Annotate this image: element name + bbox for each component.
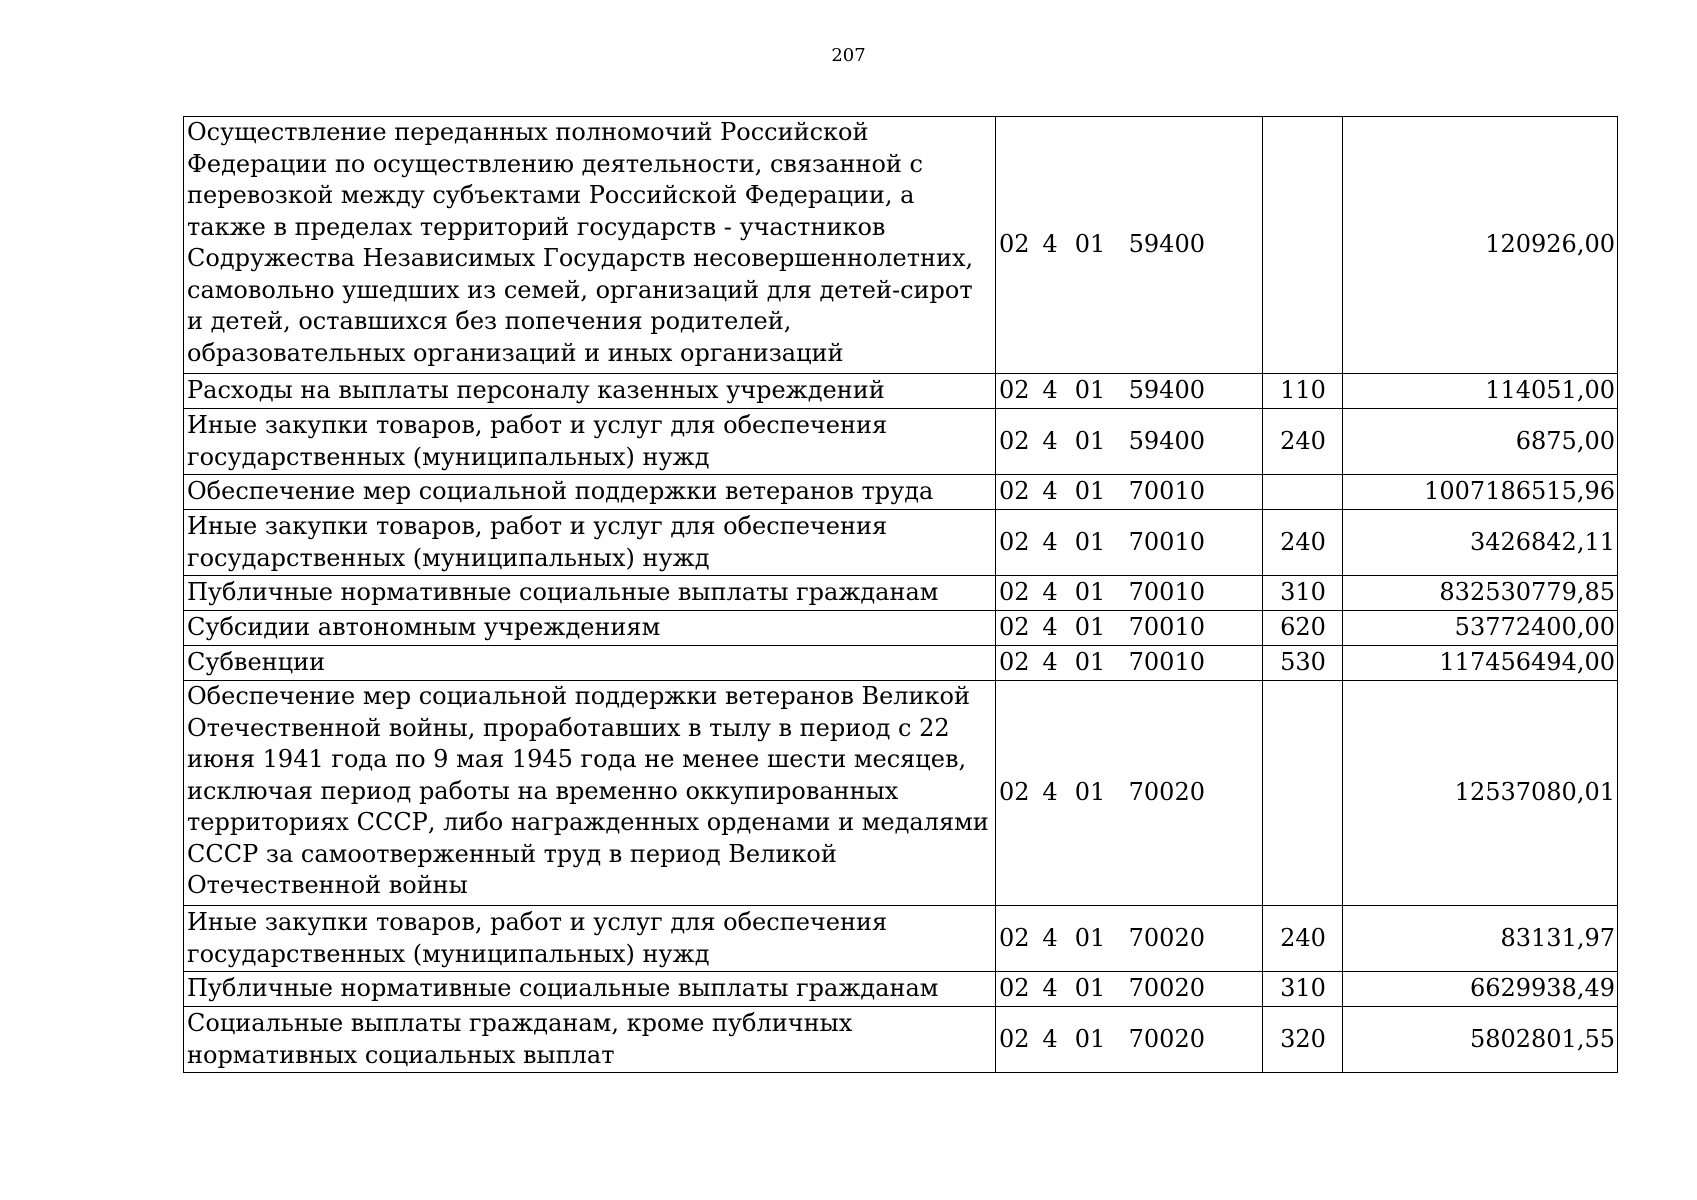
row-description: Иные закупки товаров, работ и услуг для обеспечения государственных (муниципальных) нужд [184,510,996,576]
row-description: Субвенции [184,646,996,681]
code-subprogram: 4 [1042,376,1058,405]
row-code [996,510,1263,576]
code-subprogram: 4 [1042,778,1058,807]
row-amount: 832530779,85 [1343,576,1618,611]
row-amount: 53772400,00 [1343,611,1618,646]
row-code [996,681,1263,906]
row-amount: 83131,97 [1343,906,1618,972]
code-event: 01 [1074,778,1106,807]
row-expense-type: 240 [1263,906,1343,972]
code-program: 02 [999,376,1030,405]
code-event: 01 [1074,376,1106,405]
row-expense-type: 240 [1263,409,1343,475]
code-subprogram: 4 [1042,477,1058,506]
code-direction: 59400 [1128,230,1205,259]
row-description: Расходы на выплаты персоналу казенных учреждений [184,374,996,409]
code-program: 02 [999,477,1030,506]
row-amount: 120926,00 [1343,117,1618,374]
code-direction: 70020 [1128,1024,1205,1053]
code-program: 02 [999,778,1030,807]
code-program: 02 [999,527,1030,556]
row-code [996,475,1263,510]
code-direction: 70020 [1128,923,1205,952]
code-subprogram: 4 [1042,648,1058,677]
row-description: Публичные нормативные социальные выплаты гражданам [184,972,996,1007]
code-direction: 70010 [1128,578,1205,607]
row-description: Социальные выплаты гражданам, кроме публичных нормативных социальных выплат [184,1007,996,1073]
row-description: Обеспечение мер социальной поддержки ветеранов труда [184,475,996,510]
code-subprogram: 4 [1042,613,1058,642]
code-event: 01 [1074,1024,1106,1053]
row-expense-type: 620 [1263,611,1343,646]
table-row [184,1007,1618,1073]
row-amount: 114051,00 [1343,374,1618,409]
code-direction: 70010 [1128,527,1205,556]
code-direction: 70020 [1128,974,1205,1003]
code-event: 01 [1074,923,1106,952]
row-code [996,611,1263,646]
row-expense-type [1263,117,1343,374]
code-subprogram: 4 [1042,426,1058,455]
row-amount: 12537080,01 [1343,681,1618,906]
table-row [184,646,1618,681]
code-program: 02 [999,974,1030,1003]
code-event: 01 [1074,648,1106,677]
row-description: Иные закупки товаров, работ и услуг для обеспечения государственных (муниципальных) нужд [184,409,996,475]
row-code [996,409,1263,475]
table-row [184,681,1618,906]
table-row [184,409,1618,475]
code-program: 02 [999,578,1030,607]
row-code [996,117,1263,374]
table-row [184,906,1618,972]
table-row [184,475,1618,510]
table-row [184,510,1618,576]
row-amount: 5802801,55 [1343,1007,1618,1073]
table-row [184,576,1618,611]
code-direction: 70010 [1128,613,1205,642]
code-subprogram: 4 [1042,1024,1058,1053]
row-expense-type: 240 [1263,510,1343,576]
row-expense-type: 310 [1263,972,1343,1007]
code-program: 02 [999,923,1030,952]
table-row [184,972,1618,1007]
row-description: Субсидии автономным учреждениям [184,611,996,646]
budget-table [183,116,1618,1073]
code-program: 02 [999,230,1030,259]
row-description: Осуществление переданных полномочий Российской Федерации по осуществлению деятельности, связанной с перевозкой между субъектами Российской Федерации, а также в пределах территорий государств - участников Содружества Независимых Государств несовершеннолетних, самовольно ушедших из семей, организаций для детей-сирот и детей, оставшихся без попечения родителей, образовательных организаций и иных организаций [184,117,996,374]
row-code [996,906,1263,972]
row-amount: 1007186515,96 [1343,475,1618,510]
code-program: 02 [999,426,1030,455]
table-row [184,117,1618,374]
row-code [996,576,1263,611]
code-subprogram: 4 [1042,230,1058,259]
row-description: Публичные нормативные социальные выплаты гражданам [184,576,996,611]
row-expense-type [1263,475,1343,510]
row-code [996,972,1263,1007]
row-amount: 6629938,49 [1343,972,1618,1007]
table-row [184,374,1618,409]
row-expense-type [1263,681,1343,906]
row-expense-type: 320 [1263,1007,1343,1073]
row-code [996,374,1263,409]
code-subprogram: 4 [1042,578,1058,607]
code-event: 01 [1074,527,1106,556]
code-event: 01 [1074,477,1106,506]
row-description: Иные закупки товаров, работ и услуг для обеспечения государственных (муниципальных) нужд [184,906,996,972]
code-program: 02 [999,648,1030,677]
code-direction: 70010 [1128,477,1205,506]
code-direction: 70020 [1128,778,1205,807]
code-subprogram: 4 [1042,923,1058,952]
table-row [184,611,1618,646]
code-event: 01 [1074,230,1106,259]
code-subprogram: 4 [1042,527,1058,556]
row-expense-type: 310 [1263,576,1343,611]
code-program: 02 [999,1024,1030,1053]
code-event: 01 [1074,974,1106,1003]
page-number: 207 [831,45,866,66]
row-code [996,1007,1263,1073]
row-amount: 3426842,11 [1343,510,1618,576]
code-event: 01 [1074,613,1106,642]
code-direction: 59400 [1128,376,1205,405]
code-direction: 70010 [1128,648,1205,677]
code-program: 02 [999,613,1030,642]
row-amount: 6875,00 [1343,409,1618,475]
row-expense-type: 110 [1263,374,1343,409]
row-description: Обеспечение мер социальной поддержки ветеранов Великой Отечественной войны, проработавших в тылу в период с 22 июня 1941 года по 9 мая 1945 года не менее шести месяцев, исключая период работы на временно оккупированных территориях СССР, либо награжденных орденами и медалями СССР за самоотверженный труд в период Великой Отечественной войны [184,681,996,906]
code-subprogram: 4 [1042,974,1058,1003]
row-expense-type: 530 [1263,646,1343,681]
code-direction: 59400 [1128,426,1205,455]
row-amount: 117456494,00 [1343,646,1618,681]
code-event: 01 [1074,578,1106,607]
row-code [996,646,1263,681]
code-event: 01 [1074,426,1106,455]
